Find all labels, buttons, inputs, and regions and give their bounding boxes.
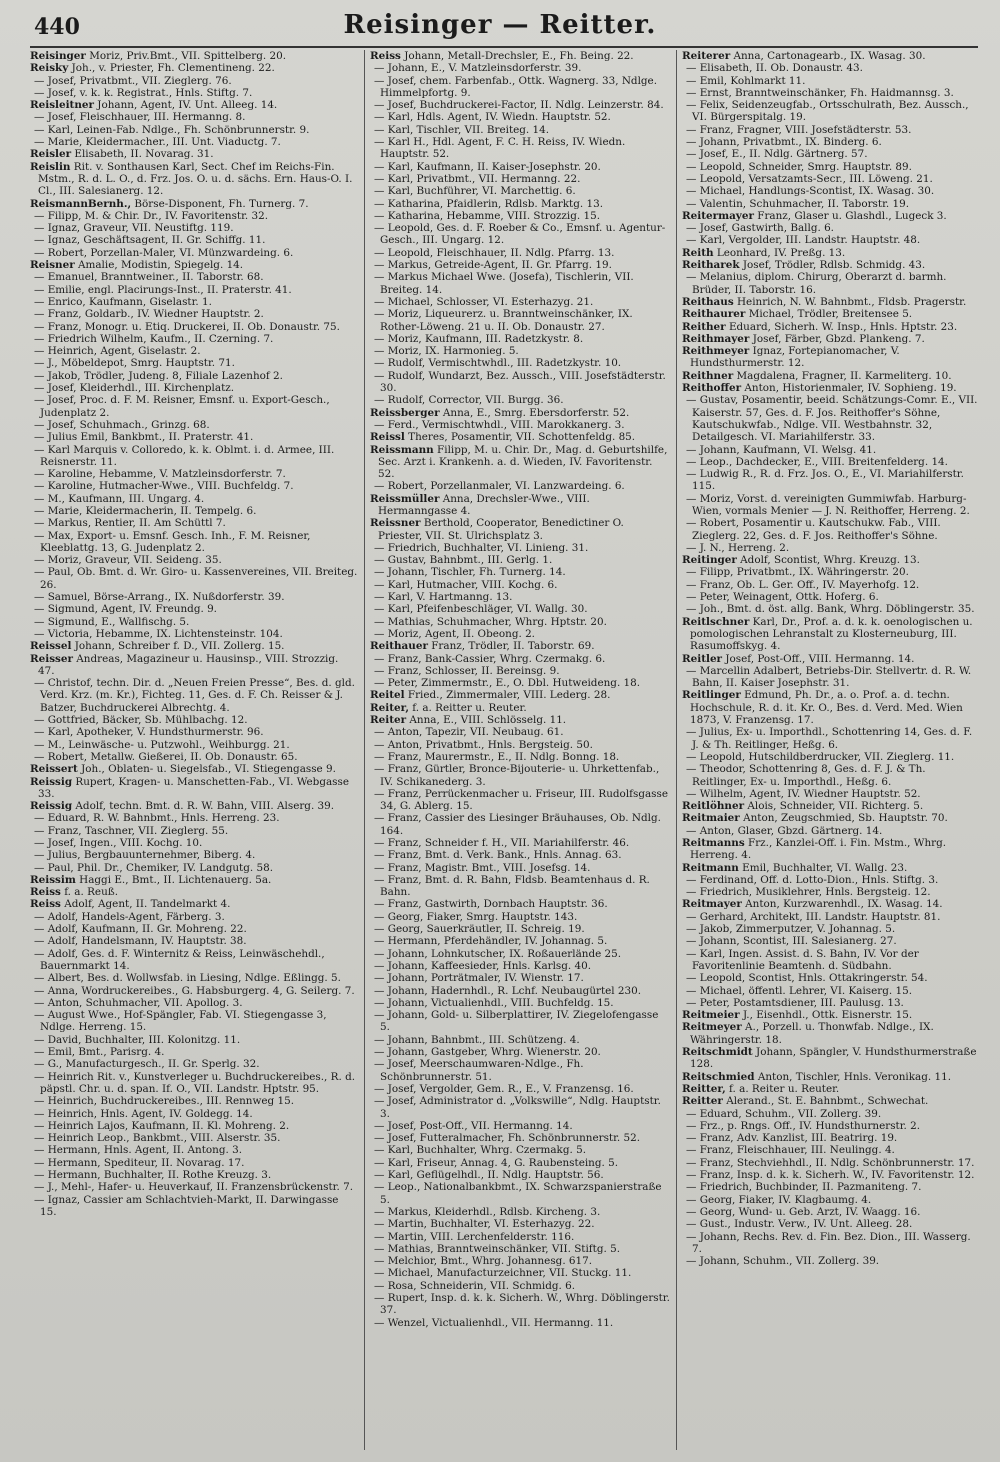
column-divider <box>364 50 365 1450</box>
directory-entry: Reitinger Adolf, Scontist, Whrg. Kreuzg. 13. <box>682 554 920 567</box>
directory-entry: ReismannBernh., Börse-Disponent, Fh. Turnerg. 7. <box>30 197 309 210</box>
column-3 <box>682 50 982 1450</box>
directory-entry: — Adolf, Handels-Agent, Färberg. 3. <box>34 910 225 923</box>
directory-entry: Reislin Rit. v. Sonthausen Karl, Sect. Chef im Reichs-Fin. Mstm., R. d. L. O., d. Frz. Jos. O. u. d. sächs. Ern. Haus-O. I. Cl., III. Salesianerg. 12. <box>30 160 353 198</box>
column-1 <box>30 50 358 1450</box>
directory-entry: Reitmeier J., Eisenhdl., Ottk. Eisnerstr. 15. <box>682 1009 913 1022</box>
directory-entry: — Robert, Porzellan-Maler, VI. Münzwardeing. 6. <box>34 246 294 259</box>
directory-entry: — Hermann, Spediteur, II. Novarag. 17. <box>34 1156 245 1169</box>
directory-entry: — Josef, Kleiderhdl., III. Kirchenplatz. <box>34 382 235 395</box>
directory-entry: Reissner Berthold, Cooperator, Benedictiner O. Priester, VII. St. Ulrichsplatz 3. <box>370 517 624 542</box>
directory-entry: — Melanius, diplom. Chirurg, Oberarzt d. barmh. Brüder, II. Taborstr. 16. <box>686 271 947 296</box>
directory-entry: Reisner Amalie, Modistin, Spiegelg. 14. <box>30 259 244 272</box>
directory-entry: — Ernst, Branntweinschänker, Fh. Haidmannsg. 3. <box>686 86 954 99</box>
directory-entry: — Paul, Phil. Dr., Chemiker, IV. Landgutg. 58. <box>34 861 274 874</box>
directory-entry: — Moriz, Kaufmann, III. Radetzkystr. 8. <box>374 332 584 345</box>
directory-entry: — Johann, Bahnbmt., III. Schützeng. 4. <box>374 1033 580 1046</box>
directory-entry: — Friedrich, Buchbinder, II. Pazmaniteng. 7. <box>686 1181 922 1194</box>
directory-entry: — Rudolf, Corrector, VII. Burgg. 36. <box>374 394 564 407</box>
directory-entry: — Peter, Postamtsdiener, III. Paulusg. 13. <box>686 996 904 1009</box>
directory-entry: — Moriz, IX. Harmonieg. 5. <box>374 345 519 358</box>
directory-entry: — Ferd., Vermischtwhdl., VIII. Marokkanerg. 3. <box>374 418 625 431</box>
header-rule <box>30 46 978 48</box>
directory-entry: — Franz, Taschner, VII. Zieglerg. 55. <box>34 824 229 837</box>
directory-entry: — Franz, Fleischhauer, III. Neulingg. 4. <box>686 1144 895 1157</box>
directory-entry: — Karl, V. Hartmanng. 13. <box>374 591 513 604</box>
directory-entry: — Gustav, Bahnbmt., III. Gerlg. 1. <box>374 554 553 567</box>
directory-entry: Reithaurer Michael, Trödler, Breitensee 5. <box>682 308 913 321</box>
directory-entry: Reitschmidt Johann, Spängler, V. Hundsthurmerstraße 128. <box>682 1046 977 1071</box>
directory-entry: — Josef, v. k. k. Registrat., Hnls. Stiftg. 7. <box>34 86 253 99</box>
directory-entry: — Adolf, Ges. d. F. Winternitz & Reiss, Leinwäschehdl., Bauernmarkt 14. <box>34 947 325 972</box>
directory-entry: — Michael, Manufacturzeichner, VII. Stuckg. 11. <box>374 1267 632 1280</box>
running-title: Reisinger — Reitter. <box>343 10 657 40</box>
directory-entry: — Karl, Privatbmt., VII. Hermanng. 22. <box>374 172 581 185</box>
directory-entry: Reisky Joh., v. Priester, Fh. Clementineng. 22. <box>30 62 275 75</box>
directory-entry: — Friedrich, Musiklehrer, Hnls. Bergsteig. 12. <box>686 886 931 899</box>
directory-entry: — Leop., Nationalbankbmt., IX. Schwarzspanierstraße 5. <box>374 1181 662 1206</box>
directory-entry: — Jakob, Zimmerputzer, V. Johannag. 5. <box>686 923 896 936</box>
directory-entry: — David, Buchhalter, III. Kolonitzg. 11. <box>34 1033 241 1046</box>
directory-entry: — Robert, Porzellanmaler, VI. Lanzwardeing. 6. <box>374 480 625 493</box>
directory-entry: — Karl, Friseur, Annag. 4, G. Raubensteing. 5. <box>374 1156 619 1169</box>
directory-entry: — Mathias, Schuhmacher, Whrg. Hptstr. 20. <box>374 615 607 628</box>
directory-entry: — Karl, Ingen. Assist. d. S. Bahn, IV. Vor der Favoritenlinie Beamtenh. d. Südbahn. <box>686 947 919 972</box>
directory-entry: Reither Eduard, Sicherh. W. Insp., Hnls. Hptstr. 23. <box>682 320 958 333</box>
directory-entry: — Franz, Gastwirth, Dornbach Hauptstr. 36. <box>374 898 608 911</box>
directory-entry: — Robert, Metallw. Gießerei, II. Ob. Donaustr. 65. <box>34 750 298 763</box>
directory-entry: — Paul, Ob. Bmt. d. Wr. Giro- u. Kassenvereines, VII. Breiteg. 26. <box>34 566 358 591</box>
directory-entry: — Hermann, Hnls. Agent, II. Antong. 3. <box>34 1144 243 1157</box>
directory-entry: Reiss f. a. Reuß. <box>30 886 118 899</box>
directory-entry: — Emanuel, Branntweiner., II. Taborstr. 68. <box>34 271 264 284</box>
directory-entry: — Enrico, Kaufmann, Giselastr. 1. <box>34 295 212 308</box>
directory-entry: Reissert Joh., Oblaten- u. Siegelsfab., VI. Stiegengasse 9. <box>30 763 336 776</box>
directory-entry: — Julius, Ex- u. Importhdl., Schottenring 14, Ges. d. F. J. & Th. Reitlinger, Heßg. 6. <box>686 726 973 751</box>
directory-entry: — Jakob, Trödler, Judeng. 8, Filiale Lazenhof 2. <box>34 369 283 382</box>
directory-entry: — Friedrich, Buchhalter, VI. Linieng. 31. <box>374 541 589 554</box>
directory-entry: — Eduard, Schuhm., VII. Zollerg. 39. <box>686 1107 882 1120</box>
directory-entry: Reiterer Anna, Cartonagearb., IX. Wasag. 30. <box>682 50 926 62</box>
directory-entry: — Gerhard, Architekt, III. Landstr. Hauptstr. 81. <box>686 910 941 923</box>
directory-entry: Reitmann Emil, Buchhalter, VI. Wallg. 23. <box>682 861 908 874</box>
directory-entry: — Franz, Goldarb., IV. Wiedner Hauptstr. 2. <box>34 308 264 321</box>
directory-entry: — Marie, Kleidermacher., III. Unt. Viaductg. 7. <box>34 136 281 149</box>
directory-entry: — Josef, Vergolder, Gem. R., E., V. Franzensg. 16. <box>374 1082 634 1095</box>
directory-entry: — Heinrich, Agent, Giselastr. 2. <box>34 345 201 358</box>
directory-entry: — Max, Export- u. Emsnf. Gesch. Inh., F. M. Reisner, Kleeblattg. 13, G. Judenplatz 2. <box>34 529 311 554</box>
directory-entry: — Heinrich, Buchdruckereibes., III. Rennweg 15. <box>34 1095 295 1108</box>
directory-entry: — G., Manufacturgesch., II. Gr. Sperlg. 32. <box>34 1058 260 1071</box>
directory-entry: — Georg, Wund- u. Geb. Arzt, IV. Waagg. 16. <box>686 1205 921 1218</box>
directory-entry: — Peter, Zimmermstr., E., O. Dbl. Hutweideng. 18. <box>374 677 641 690</box>
directory-entry: — Emil, Bmt., Parisrg. 4. <box>34 1046 165 1059</box>
directory-entry: — Franz, Monogr. u. Etiq. Druckerei, II. Ob. Donaustr. 75. <box>34 320 340 333</box>
directory-entry: — Anton, Privatbmt., Hnls. Bergsteig. 50. <box>374 738 593 751</box>
directory-entry: Reitlöhner Alois, Schneider, VII. Richterg. 5. <box>682 800 924 813</box>
directory-entry: — Katharina, Hebamme, VIII. Strozzig. 15. <box>374 209 601 222</box>
directory-entry: Reithmayer Josef, Färber, Gbzd. Plankeng. 7. <box>682 332 925 345</box>
directory-entry: — Franz, Maurermstr., E., II. Ndlg. Bonng. 18. <box>374 750 620 763</box>
directory-entry: — Victoria, Hebamme, IX. Lichtensteinstr. 104. <box>34 627 283 640</box>
directory-entry: Reitel Fried., Zimmermaler, VIII. Lederg. 28. <box>370 689 611 702</box>
directory-entry: Reisinger Moriz, Priv.Bmt., VII. Spittelberg. 20. <box>30 50 287 62</box>
directory-entry: — Rupert, Insp. d. k. k. Sicherh. W., Whrg. Döblingerstr. 37. <box>374 1291 670 1317</box>
directory-entry: Reiter, f. a. Reitter u. Reuter. <box>370 701 527 714</box>
directory-entry: — Katharina, Pfaidlerin, Rdlsb. Marktg. 13. <box>374 197 604 210</box>
directory-entry: Reisler Elisabeth, II. Novarag. 31. <box>30 148 214 161</box>
directory-entry: — Ignaz, Graveur, VII. Neustiftg. 119. <box>34 222 234 235</box>
directory-entry: — Heinrich Leop., Bankbmt., VIII. Alserstr. 35. <box>34 1132 281 1145</box>
directory-entry: — Michael, Handlungs-Scontist, IX. Wasag. 30. <box>686 185 935 198</box>
directory-entry: — Johann, Lohnkutscher, IX. Roßauerlände 25. <box>374 947 622 960</box>
directory-entry: — Hermann, Pferdehändler, IV. Johannag. 5. <box>374 935 608 948</box>
directory-entry: — Karl, Apotheker, V. Hundsthurmerstr. 96. <box>34 726 264 739</box>
directory-entry: — Emilie, engl. Placirungs-Inst., II. Praterstr. 41. <box>34 283 292 296</box>
directory-entry: — Johann, Victualienhdl., VIII. Buchfeldg. 15. <box>374 996 614 1009</box>
directory-entry: — Friedrich Wilhelm, Kaufm., II. Czerning. 7. <box>34 332 274 345</box>
directory-entry: — Markus, Kleiderhdl., Rdlsb. Kircheng. 3. <box>374 1205 601 1218</box>
directory-entry: — Johann, E., V. Matzleinsdorferstr. 39. <box>374 62 582 75</box>
directory-entry: — Anton, Schuhmacher, VII. Apollog. 3. <box>34 996 243 1009</box>
directory-entry: Reithaus Heinrich, N. W. Bahnbmt., Fldsb. Pragerstr. <box>682 295 967 308</box>
directory-entry: — Peter, Weinagent, Ottk. Hoferg. 6. <box>686 591 879 604</box>
directory-entry: — Franz, Bank-Cassier, Whrg. Czermakg. 6. <box>374 652 606 665</box>
directory-entry: — J. N., Herreng. 2. <box>686 541 790 554</box>
directory-entry: — Robert, Posamentir u. Kautschukw. Fab., VIII. Zieglerg. 22, Ges. d. F. Jos. Reithoffer's Söhne. <box>686 517 941 542</box>
directory-entry: — Leopold, Schneider, Smrg. Hauptstr. 89. <box>686 160 912 173</box>
directory-entry: — Christof, techn. Dir. d. „Neuen Freien Presse“, Bes. d. gld. Verd. Krz. (m. Kr.), Fichteg. 11, Ges. d. F. Ch. Reisser & J. Batzer, Buchdruckerei Albrechtg. 4. <box>34 677 355 714</box>
directory-entry: — Josef, Gastwirth, Ballg. 6. <box>686 222 834 235</box>
directory-entry: — Josef, Futteralmacher, Fh. Schönbrunnerstr. 52. <box>374 1132 641 1145</box>
directory-entry: — J., Möbeldepot, Smrg. Hauptstr. 71. <box>34 357 235 370</box>
directory-entry: — Ferdinand, Off. d. Lotto-Dion., Hnls. Stiftg. 3. <box>686 873 939 886</box>
directory-entry: — Rosa, Schneiderin, VII. Schmidg. 6. <box>374 1279 576 1292</box>
directory-entry: — Adolf, Handelsmann, IV. Hauptstr. 38. <box>34 935 247 948</box>
directory-entry: — Johann, Kaufmann, VI. Welsg. 41. <box>686 443 877 456</box>
directory-entry: — Georg, Fiaker, IV. Klagbaumg. 4. <box>686 1193 872 1206</box>
directory-entry: — Leopold, Versatzamts-Secr., III. Löweng. 21. <box>686 172 933 185</box>
directory-entry: — Josef, Fleischhauer, III. Hermanng. 8. <box>34 111 246 124</box>
directory-entry: — Rudolf, Wundarzt, Bez. Aussch., VIII. Josefstädterstr. 30. <box>374 369 666 395</box>
directory-entry: — Gust., Industr. Verw., IV. Unt. Alleeg. 28. <box>686 1218 913 1231</box>
directory-entry: Reitter Alerand., St. E. Bahnbmt., Schwechat. <box>682 1095 929 1108</box>
directory-entry: — Karl, Leinen-Fab. Ndlge., Fh. Schönbrunnerstr. 9. <box>34 123 310 136</box>
directory-entry: — Elisabeth, II. Ob. Donaustr. 43. <box>686 62 863 75</box>
directory-entry: — Leopold, Hutschildberdrucker, VII. Zieglerg. 11. <box>686 750 955 763</box>
directory-entry: — Leop., Dachdecker, E., VIII. Breitenfelderg. 14. <box>686 455 948 468</box>
directory-entry: — Josef, Meerschaumwaren-Ndlge., Fh. Schönbrunnerstr. 51. <box>374 1058 584 1083</box>
directory-entry: — Albert, Bes. d. Wollwsfab. in Liesing, Ndlge. Eßlingg. 5. <box>34 972 341 985</box>
directory-entry: — Marcellin Adalbert, Betriebs-Dir. Stellvertr. d. R. W. Bahn, II. Kaiser Josephstr. 31. <box>686 664 972 690</box>
directory-entry: — Anton, Glaser, Gbzd. Gärtnerg. 14. <box>686 824 883 837</box>
directory-entry: — Valentin, Schuhmacher, II. Taborstr. 19. <box>686 197 910 210</box>
directory-entry: — Franz, Schlosser, II. Bereinsg. 9. <box>374 664 560 677</box>
directory-entry: Reitharek Josef, Trödler, Rdlsb. Schmidg. 43. <box>682 259 926 272</box>
directory-entry: — Karl, Hutmacher, VIII. Kochg. 6. <box>374 578 558 591</box>
directory-entry: Reitlschner Karl, Dr., Prof. a. d. k. k. oenologischen u. pomologischen Lehranstalt zu Klosterneuburg, III. Rasumoffskyg. 4. <box>682 615 973 653</box>
directory-entry: Reitmaier Anton, Zeugschmied, Sb. Hauptstr. 70. <box>682 812 948 825</box>
directory-entry: — Johann, Rechs. Rev. d. Fin. Bez. Dion., III. Wasserg. 7. <box>686 1230 971 1255</box>
directory-entry: — Michael, Schlosser, VI. Esterhazyg. 21. <box>374 295 594 308</box>
directory-entry: — Johann, Scontist, III. Salesianerg. 27. <box>686 935 897 948</box>
directory-entry: — Franz, Insp. d. k. k. Sicherh. W., IV. Favoritenstr. 12. <box>686 1169 975 1182</box>
directory-entry: — Martin, Buchhalter, VI. Esterhazyg. 22. <box>374 1218 595 1231</box>
directory-entry: — Franz, Magistr. Bmt., VIII. Josefsg. 14. <box>374 861 591 874</box>
directory-entry: Reissberger Anna, E., Smrg. Ebersdorferstr. 52. <box>370 406 630 419</box>
directory-entry: — Josef, Administrator d. „Volkswille“, Ndlg. Hauptstr. 3. <box>374 1095 661 1120</box>
directory-entry: — Eduard, R. W. Bahnbmt., Hnls. Herreng. 23. <box>34 812 280 825</box>
directory-entry: — Karl Marquis v. Colloredo, k. k. Oblmt. i. d. Armee, III. Reisnerstr. 11. <box>34 443 335 468</box>
directory-entry: — J., Mehl-, Hafer- u. Heuverkauf, II. Franzensbrückenstr. 7. <box>34 1181 354 1194</box>
directory-entry: — Franz, Ob. L. Ger. Off., IV. Mayerhofg. 12. <box>686 578 920 591</box>
directory-entry: — Karl, Geflügelhdl., II. Ndlg. Hauptstr. 56. <box>374 1169 604 1182</box>
directory-entry: — Karl, Hdls. Agent, IV. Wiedn. Hauptstr. 52. <box>374 111 611 124</box>
directory-entry: Reithoffer Anton, Historienmaler, IV. Sophieng. 19. <box>682 382 957 395</box>
directory-entry: — Felix, Seidenzeugfab., Ortsschulrath, Bez. Aussch., VI. Bürgerspitalg. 19. <box>686 99 969 124</box>
directory-entry: — Samuel, Börse-Arrang., IX. Nußdorferstr. 39. <box>34 591 285 604</box>
directory-entry: — Gottfried, Bäcker, Sb. Mühlbachg. 12. <box>34 714 248 727</box>
directory-entry: — Joh., Bmt. d. öst. allg. Bank, Whrg. Döblingerstr. 35. <box>686 603 975 616</box>
directory-entry: — Franz, Fragner, VIII. Josefstädterstr. 53. <box>686 123 912 136</box>
directory-entry: Reitler Josef, Post-Off., VIII. Hermanng. 14. <box>682 652 915 665</box>
directory-entry: — Josef, Buchdruckerei-Factor, II. Ndlg. Leinzerstr. 84. <box>374 99 664 112</box>
directory-entry: Reitmeyer A., Porzell. u. Thonwfab. Ndlge., IX. Währingerstr. 18. <box>682 1021 934 1046</box>
directory-entry: — Josef, Ingen., VIII. Kochg. 10. <box>34 837 203 849</box>
directory-entry: — Leopold, Ges. d. F. Roeber & Co., Emsnf. u. Agentur-Gesch., III. Ungarg. 12. <box>374 222 666 247</box>
directory-entry: Reitmayer Anton, Kurzwarenhdl., IX. Wasag. 14. <box>682 898 943 911</box>
directory-entry: — Karoline, Hebamme, V. Matzleinsdorferstr. 7. <box>34 468 286 481</box>
directory-entry: — Frz., p. Rngs. Off., IV. Hundsthurnerstr. 2. <box>686 1119 921 1132</box>
directory-entry: — Heinrich, Hnls. Agent, IV. Goldegg. 14. <box>34 1107 253 1120</box>
directory-entry: — Anna, Wordruckereibes., G. Habsburgerg. 4, G. Seilerg. 7. <box>34 984 355 997</box>
directory-entry: — Johann, Kaffeesieder, Hnls. Karlsg. 40. <box>374 959 592 972</box>
directory-entry: — Josef, Proc. d. F. M. Reisner, Emsnf. u. Export-Gesch., Judenplatz 2. <box>34 394 330 419</box>
directory-entry: — Johann, Hadernhdl., R. Lchf. Neubaugürtel 230. <box>374 984 642 997</box>
column-2 <box>370 50 670 1450</box>
directory-entry: — Wilhelm, Agent, IV. Wiedner Hauptstr. 52. <box>686 787 921 800</box>
directory-entry: — Georg, Fiaker, Smrg. Hauptstr. 143. <box>374 910 578 923</box>
directory-entry: Reitermayer Franz, Glaser u. Glashdl., Lugeck 3. <box>682 209 947 222</box>
directory-entry: Reisleitner Johann, Agent, IV. Unt. Alleeg. 14. <box>30 99 278 112</box>
directory-entry: — Johann, Privatbmt., IX. Binderg. 6. <box>686 136 882 149</box>
directory-entry: — Johann, Tischler, Fh. Turnerg. 14. <box>374 566 566 579</box>
directory-entry: Reitschmied Anton, Tischler, Hnls. Veronikag. 11. <box>682 1070 951 1083</box>
directory-entry: — Franz, Schneider f. H., VII. Mariahilferstr. 46. <box>374 837 630 849</box>
directory-entry: Reissig Adolf, techn. Bmt. d. R. W. Bahn, VIII. Alserg. 39. <box>30 800 335 813</box>
directory-entry: — Karl, Tischler, VII. Breiteg. 14. <box>374 123 550 136</box>
directory-entry: — Sigmund, E., Wallfischg. 5. <box>34 615 190 628</box>
directory-entry: — Karl, Buchhalter, Whrg. Czermakg. 5. <box>374 1144 587 1157</box>
directory-entry: — Karl, Vergolder, III. Landstr. Hauptstr. 48. <box>686 234 921 247</box>
directory-entry: — Franz, Bmt. d. R. Bahn, Fldsb. Beamtenhaus d. R. Bahn. <box>374 873 650 899</box>
directory-entry: — Heinrich Rit. v., Kunstverleger u. Buchdruckereibes., R. d. päpstl. Chr. u. d. span. If. O., VII. Landstr. Hptstr. 95. <box>34 1070 356 1095</box>
directory-entry: — Josef, E., II. Ndlg. Gärtnerg. 57. <box>686 148 868 161</box>
directory-entry: — Moriz, Graveur, VII. Seideng. 35. <box>34 554 222 567</box>
directory-columns <box>30 50 980 1450</box>
directory-entry: Reissel Johann, Schreiber f. D., VII. Zollerg. 15. <box>30 640 285 653</box>
directory-entry: Reissmann Filipp, M. u. Chir. Dr., Mag. d. Geburtshilfe, Sec. Arzt i. Krankenh. a. d. Wieden, IV. Favoritenstr. 52. <box>370 443 668 481</box>
directory-entry: — Melchior, Bmt., Whrg. Johannesg. 617. <box>374 1255 593 1268</box>
directory-entry: — Ignaz, Cassier am Schlachtvieh-Markt, II. Darwingasse 15. <box>34 1193 339 1218</box>
directory-entry: — Josef, Privatbmt., VII. Zieglerg. 76. <box>34 74 232 87</box>
directory-entry: — Filipp, M. & Chir. Dr., IV. Favoritenstr. 32. <box>34 209 269 222</box>
directory-entry: — Markus, Getreide-Agent, II. Gr. Pfarrg. 19. <box>374 259 612 272</box>
directory-entry: — Josef, Post-Off., VII. Hermanng. 14. <box>374 1119 573 1132</box>
directory-entry: — Theodor, Schottenring 8, Ges. d. F. J. & Th. Reitlinger, Ex- u. Importhdl., Heßg. 6. <box>686 763 926 788</box>
directory-entry: Reitter, f. a. Reiter u. Reuter. <box>682 1082 840 1095</box>
directory-entry: Reissim Haggi E., Bmt., II. Lichtenauerg. 5a. <box>30 873 272 886</box>
directory-entry: — Franz, Gürtler, Bronce-Bijouterie- u. Uhrkettenfab., IV. Schikanederg. 3. <box>374 763 660 788</box>
directory-entry: — Ignaz, Geschäftsagent, II. Gr. Schiffg. 11. <box>34 234 266 247</box>
page-number: 440 <box>34 14 80 40</box>
directory-entry: — Karl H., Hdl. Agent, F. C. H. Reiss, IV. Wiedn. Hauptstr. 52. <box>374 136 626 161</box>
directory-entry: — Anton, Tapezir, VII. Neubaug. 61. <box>374 726 564 739</box>
directory-entry: — Karoline, Hutmacher-Wwe., VIII. Buchfeldg. 7. <box>34 480 294 493</box>
directory-entry: — Franz, Cassier des Liesinger Bräuhauses, Ob. Ndlg. 164. <box>374 812 661 837</box>
column-divider <box>676 50 677 1450</box>
directory-entry: — Emil, Kohlmarkt 11. <box>686 74 806 87</box>
directory-entry: — Leopold, Scontist, Hnls. Ottakringerstr. 54. <box>686 972 928 985</box>
page-header <box>30 10 970 46</box>
directory-entry: Reissl Theres, Posamentir, VII. Schottenfeldg. 85. <box>370 431 636 444</box>
directory-entry: — Johann, Gold- u. Silberplattirer, IV. Ziegelofengasse 5. <box>374 1009 659 1034</box>
directory-entry: Reiter Anna, E., VIII. Schlösselg. 11. <box>370 714 567 727</box>
directory-entry: Reithmeyer Ignaz, Fortepianomacher, V. Hundsthurmerstr. 12. <box>682 345 900 370</box>
directory-entry: — M., Leinwäsche- u. Putzwohl., Weihburgg. 21. <box>34 738 290 751</box>
directory-entry: — Heinrich Lajos, Kaufmann, II. Kl. Mohreng. 2. <box>34 1119 290 1132</box>
directory-entry: — Gustav, Posamentir, beeid. Schätzungs-Comr. E., VII. Kaiserstr. 57, Ges. d. F. Jos. Reithoffer's Söhne, Kautschukwfab., Ndlge. VII. Westbahnstr. 32, Detailgesch. VI. Mariahilferstr. 33. <box>686 394 978 444</box>
directory-entry: — Julius Emil, Bankbmt., II. Praterstr. 41. <box>34 431 254 444</box>
directory-entry: — Franz, Stechviehhdl., II. Ndlg. Schönbrunnerstr. 17. <box>686 1156 975 1169</box>
directory-entry: — Markus Michael Wwe. (Josefa), Tischlerin, VII. Breiteg. 14. <box>374 271 634 296</box>
directory-entry: Reiss Johann, Metall-Drechsler, E., Fh. Being. 22. <box>370 50 634 62</box>
directory-entry: — Moriz, Vorst. d. vereinigten Gummiwfab. Harburg-Wien, vormals Menier — J. N. Reithoffer, Herreng. 2. <box>686 492 970 517</box>
directory-entry: — Wenzel, Victualienhdl., VII. Hermanng. 11. <box>374 1316 614 1329</box>
directory-entry: — Josef, chem. Farbenfab., Ottk. Wagnerg. 33, Ndlge. Himmelpfortg. 9. <box>374 74 658 99</box>
directory-entry: — Mathias, Branntweinschänker, VII. Stiftg. 5. <box>374 1242 621 1255</box>
directory-entry: — Karl, Buchführer, VI. Marchettig. 6. <box>374 185 576 198</box>
directory-entry: — August Wwe., Hof-Spängler, Fab. VI. Stiegengasse 3, Ndlge. Herreng. 15. <box>34 1009 327 1034</box>
directory-entry: — Adolf, Kaufmann, II. Gr. Mohreng. 22. <box>34 923 247 936</box>
directory-entry: Reisser Andreas, Magazineur u. Hausinsp., VIII. Strozzig. 47. <box>30 652 339 677</box>
directory-entry: Reissig Rupert, Kragen- u. Manschetten-Fab., VI. Webgasse 33. <box>30 775 349 800</box>
directory-entry: — M., Kaufmann, III. Ungarg. 4. <box>34 492 205 505</box>
directory-entry: — Julius, Bergbauunternehmer, Biberg. 4. <box>34 849 256 862</box>
directory-entry: Reitlinger Edmund, Ph. Dr., a. o. Prof. a. d. techn. Hochschule, R. d. it. Kr. O., Bes. d. Verd. Med. Wien 1873, V. Franzensg. 17. <box>682 689 963 727</box>
directory-entry: — Johann, Gastgeber, Whrg. Wienerstr. 20. <box>374 1046 601 1059</box>
directory-entry: — Moriz, Agent, II. Obeong. 2. <box>374 627 535 640</box>
directory-entry: — Rudolf, Vermischtwhdl., III. Radetzkystr. 10. <box>374 357 622 370</box>
directory-entry: — Karl, Pfeifenbeschläger, VI. Wallg. 30. <box>374 603 588 616</box>
directory-entry: — Moriz, Liqueurerz. u. Branntweinschänker, IX. Rother-Löweng. 21 u. II. Ob. Donaustr. 27. <box>374 308 633 333</box>
directory-entry: — Filipp, Privatbmt., IX. Währingerstr. 20. <box>686 566 909 579</box>
directory-entry: — Sigmund, Agent, IV. Freundg. 9. <box>34 603 217 616</box>
directory-entry: — Johann, Schuhm., VII. Zollerg. 39. <box>686 1255 880 1268</box>
directory-entry: — Josef, Schuhmach., Grinzg. 68. <box>34 418 210 431</box>
directory-entry: — Franz, Adv. Kanzlist, III. Beatrirg. 19. <box>686 1132 898 1145</box>
directory-entry: Reithauer Franz, Trödler, II. Taborstr. 69. <box>370 640 595 653</box>
directory-entry: — Georg, Sauerkräutler, II. Schreig. 19. <box>374 923 585 936</box>
directory-entry: — Hermann, Buchhalter, II. Rothe Kreuzg. 3. <box>34 1169 272 1182</box>
directory-entry: — Franz, Bmt. d. Verk. Bank., Hnls. Annag. 63. <box>374 849 622 862</box>
directory-entry: — Markus, Rentier, II. Am Schüttl 7. <box>34 517 226 530</box>
directory-entry: Reiss Adolf, Agent, II. Tandelmarkt 4. <box>30 898 231 911</box>
directory-entry: — Johann, Porträtmaler, IV. Wienstr. 17. <box>374 972 584 985</box>
directory-entry: — Martin, VIII. Lerchenfelderstr. 116. <box>374 1230 575 1243</box>
directory-entry: Reitmanns Frz., Kanzlei-Off. i. Fin. Mstm., Whrg. Herreng. 4. <box>682 837 947 862</box>
directory-entry: — Karl, Kaufmann, II. Kaiser-Josephstr. 20. <box>374 160 601 173</box>
directory-entry: — Leopold, Fleischhauer, II. Ndlg. Pfarrg. 13. <box>374 246 615 259</box>
directory-entry: Reissmüller Anna, Drechsler-Wwe., VIII. Hermanngasse 4. <box>370 492 590 517</box>
directory-entry: — Michael, öffentl. Lehrer, VI. Kaiserg. 15. <box>686 984 913 997</box>
directory-entry: Reithner Magdalena, Fragner, II. Karmeliterg. 10. <box>682 369 952 382</box>
directory-entry: — Ludwig R., R. d. Frz. Jos. O., E., VI. Mariahilferstr. 115. <box>686 468 964 493</box>
directory-entry: Reith Leonhard, IV. Preßg. 13. <box>682 246 846 259</box>
directory-entry: — Franz, Perrückenmacher u. Friseur, III. Rudolfsgasse 34, G. Ablerg. 15. <box>374 787 668 813</box>
directory-entry: — Marie, Kleidermacherin, II. Tempelg. 6. <box>34 504 257 517</box>
